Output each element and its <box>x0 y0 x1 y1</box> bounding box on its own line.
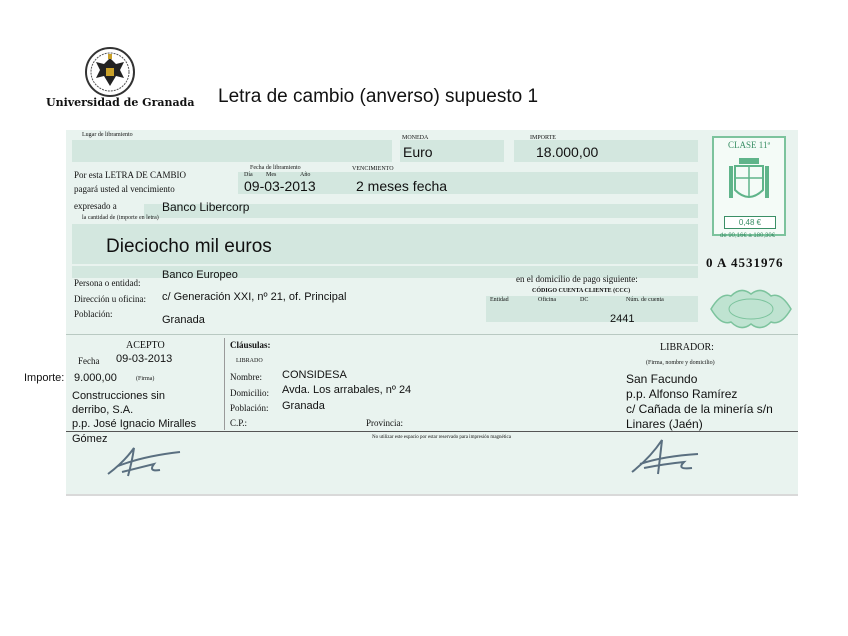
lugar-label: Lugar de libramiento <box>82 132 133 138</box>
poblacion2-value: Granada <box>282 400 325 412</box>
librador-line2: p.p. Alfonso Ramírez <box>626 387 738 401</box>
expresado-a-label: expresado a <box>74 201 117 211</box>
nombre-label: Nombre: <box>230 372 262 382</box>
librador-line1: San Facundo <box>626 372 698 386</box>
clausulas-label: Cláusulas: <box>230 340 271 350</box>
librador-label: LIBRADOR: <box>660 342 714 353</box>
aceptante-line2: derribo, S.A. <box>72 404 134 416</box>
entidad-label: Entidad <box>490 297 509 303</box>
university-seal-logo <box>84 46 136 98</box>
oficina-label: Oficina <box>538 297 556 303</box>
vencimiento-value: 2 meses fecha <box>356 178 448 194</box>
ccc-value: 2441 <box>610 313 635 325</box>
page-title: Letra de cambio (anverso) supuesto 1 <box>218 86 539 107</box>
stamp-value: 0,48 € <box>724 216 776 229</box>
drawer-signature <box>628 436 702 478</box>
firma-label: (Firma) <box>136 376 155 382</box>
guilloche-seal <box>706 284 796 334</box>
ccc-label: CÓDIGO CUENTA CLIENTE (CCC) <box>532 288 631 294</box>
librador-sub-label: (Firma, nombre y domicilio) <box>646 360 715 366</box>
beneficiario-value: Banco Libercorp <box>162 200 250 214</box>
fecha-libramiento-label: Fecha de libramiento <box>250 165 301 171</box>
fecha-acepto-label: Fecha <box>78 356 100 366</box>
num-cuenta-label: Núm. de cuenta <box>626 297 664 303</box>
domicilio-value: Avda. Los arrabales, nº 24 <box>282 384 412 396</box>
cp-label: C.P.: <box>230 418 248 428</box>
domicilio-pago-label: en el domicilio de pago siguiente: <box>516 274 638 284</box>
vencimiento-label: VENCIMIENTO <box>352 166 394 172</box>
anio-label: Año <box>300 172 311 178</box>
moneda-value: Euro <box>403 144 433 160</box>
aceptante-line4: Gómez <box>72 433 108 445</box>
nombre-value: CONSIDESA <box>282 369 347 381</box>
librador-line4: Linares (Jaén) <box>626 417 703 431</box>
poblacion-label: Población: <box>74 309 113 319</box>
serial-number: 0 A 4531976 <box>706 255 784 270</box>
fecha-libramiento-value: 09-03-2013 <box>244 178 316 194</box>
dc-label: DC <box>580 297 589 303</box>
coat-of-arms-icon <box>727 154 771 208</box>
tax-stamp <box>712 136 786 236</box>
mes-label: Mes <box>266 172 277 178</box>
stamp-class: CLASE 11ª <box>728 140 770 150</box>
cantidad-letra: Dieciocho mil euros <box>106 236 272 257</box>
aceptante-line3: p.p. José Ignacio Miralles <box>72 418 197 430</box>
bill-of-exchange <box>66 130 798 496</box>
importe-value: 18.000,00 <box>536 144 599 160</box>
librado-label: LIBRADO <box>236 358 263 364</box>
university-name: Universidad de Granada <box>46 96 195 109</box>
acepto-label: ACEPTO <box>126 340 165 351</box>
importe-acepto-value: 9.000,00 <box>74 372 117 384</box>
direccion-value: c/ Generación XXI, nº 21, of. Principal <box>162 291 347 303</box>
por-esta-line1: Por esta LETRA DE CAMBIO <box>74 170 186 180</box>
librador-line3: c/ Cañada de la minería s/n <box>626 402 773 416</box>
dia-label: Día <box>244 172 253 178</box>
importe-label: IMPORTE <box>530 135 556 141</box>
magnetic-note: No utilizar este espacio por estar reservado para impresión magnética <box>372 435 511 440</box>
fecha-acepto-value: 09-03-2013 <box>116 353 173 365</box>
aceptante-line1: Construcciones sin <box>72 390 165 402</box>
stamp-range: de 90,16€ a 180,30€ <box>720 233 776 239</box>
moneda-label: MONEDA <box>402 135 429 141</box>
cantidad-label: la cantidad de (importe en letra) <box>82 215 159 221</box>
provincia-label: Provincia: <box>366 418 403 428</box>
poblacion2-label: Población: <box>230 403 269 413</box>
poblacion-value: Granada <box>162 314 205 326</box>
acceptor-signature <box>104 442 184 482</box>
domicilio-label: Domicilio: <box>230 388 269 398</box>
direccion-label: Dirección u oficina: <box>74 294 146 304</box>
persona-label: Persona o entidad: <box>74 278 141 288</box>
por-esta-line2: pagará usted al vencimiento <box>74 184 175 194</box>
persona-value: Banco Europeo <box>162 269 238 281</box>
importe-acepto-label: Importe: <box>24 372 65 384</box>
